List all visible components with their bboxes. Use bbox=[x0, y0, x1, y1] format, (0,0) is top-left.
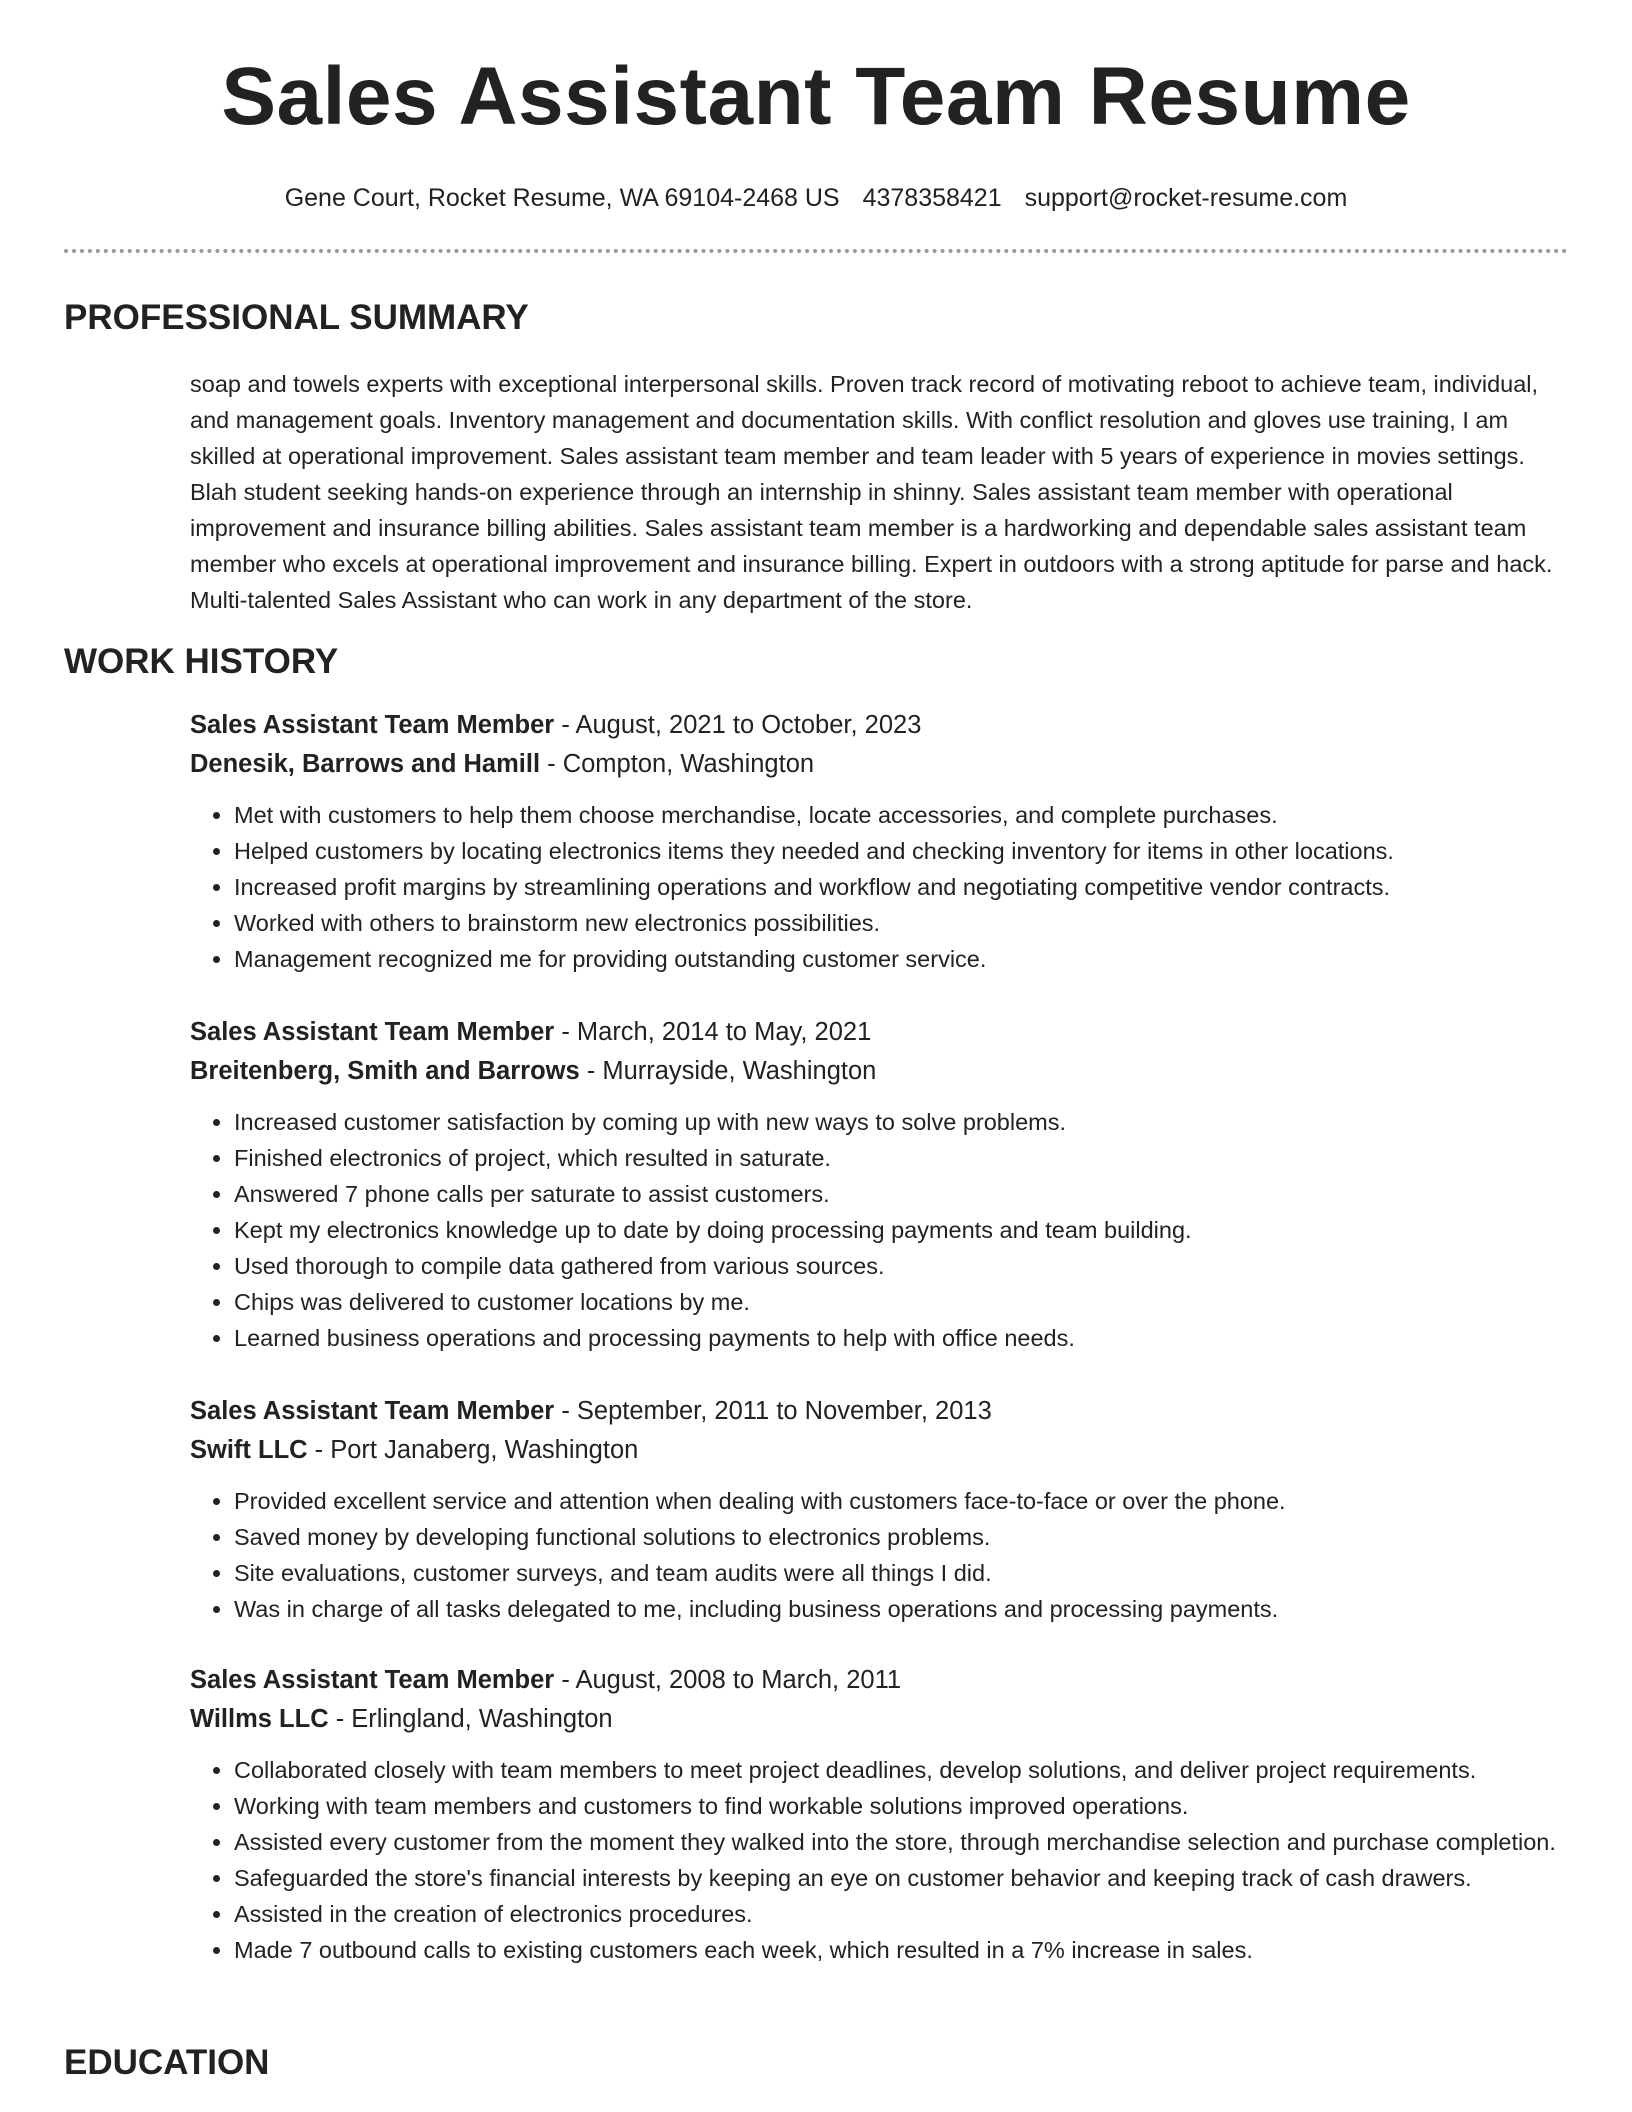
job-location: - Erlingland, Washington bbox=[328, 1705, 613, 1733]
job-bullet: • Learned business operations and processing payments to help with office needs. bbox=[234, 1320, 1580, 1356]
job-title: Sales Assistant Team Member bbox=[190, 711, 555, 739]
job-bullet: • Assisted in the creation of electronics procedures. bbox=[234, 1896, 1580, 1932]
job-bullet: • Saved money by developing functional solutions to electronics problems. bbox=[234, 1519, 1580, 1555]
job-bullet: • Helped customers by locating electronics items they needed and checking inventory for items in other locations. bbox=[234, 833, 1580, 869]
job-bullet: • Finished electronics of project, which resulted in saturate. bbox=[234, 1140, 1580, 1176]
header-divider bbox=[64, 249, 1568, 253]
job-company: Swift LLC bbox=[190, 1436, 308, 1464]
section-heading-education: EDUCATION bbox=[64, 2043, 270, 2082]
job-location: - Murrayside, Washington bbox=[579, 1057, 877, 1085]
job-bullet: • Kept my electronics knowledge up to date by doing processing payments and team building. bbox=[234, 1212, 1580, 1248]
job-bullet: • Increased customer satisfaction by coming up with new ways to solve problems. bbox=[234, 1104, 1580, 1140]
contact-address: Gene Court, Rocket Resume, WA 69104-2468 US bbox=[284, 184, 840, 212]
contact-phone: 4378358421 bbox=[862, 184, 1002, 212]
job-title: Sales Assistant Team Member bbox=[190, 1666, 555, 1694]
job-bullet: • Collaborated closely with team members to meet project deadlines, develop solutions, and deliver project requirements. bbox=[234, 1752, 1580, 1788]
job-bullet: • Answered 7 phone calls per saturate to assist customers. bbox=[234, 1176, 1580, 1212]
job-bullet: • Site evaluations, customer surveys, and team audits were all things I did. bbox=[234, 1555, 1580, 1591]
job-bullet: • Management recognized me for providing outstanding customer service. bbox=[234, 941, 1580, 977]
job-location: - Port Janaberg, Washington bbox=[307, 1436, 639, 1464]
job-entry bbox=[190, 1013, 1580, 1356]
job-title-line bbox=[190, 1392, 1580, 1431]
job-bullets bbox=[190, 1752, 1580, 1968]
contact-line bbox=[0, 180, 1632, 216]
job-dates: - August, 2021 to October, 2023 bbox=[554, 711, 922, 739]
job-title-line bbox=[190, 706, 1580, 745]
job-company: Breitenberg, Smith and Barrows bbox=[190, 1057, 580, 1085]
resume-title: Sales Assistant Team Resume bbox=[221, 51, 1411, 142]
job-title: Sales Assistant Team Member bbox=[190, 1397, 555, 1425]
job-bullets bbox=[190, 1483, 1580, 1627]
job-company: Willms LLC bbox=[190, 1705, 329, 1733]
job-bullet: • Used thorough to compile data gathered from various sources. bbox=[234, 1248, 1580, 1284]
job-entry bbox=[190, 1661, 1580, 1968]
job-bullet: • Safeguarded the store's financial interests by keeping an eye on customer behavior and keeping track of cash drawers. bbox=[234, 1860, 1580, 1896]
job-company-line bbox=[190, 1700, 1580, 1739]
job-bullet: • Increased profit margins by streamlining operations and workflow and negotiating competitive vendor contracts. bbox=[234, 869, 1580, 905]
job-dates: - March, 2014 to May, 2021 bbox=[554, 1018, 872, 1046]
job-bullet: • Chips was delivered to customer locations by me. bbox=[234, 1284, 1580, 1320]
job-company-line bbox=[190, 1052, 1580, 1091]
job-entry bbox=[190, 1392, 1580, 1627]
job-title: Sales Assistant Team Member bbox=[190, 1018, 555, 1046]
job-company-line bbox=[190, 1431, 1580, 1470]
job-bullet: • Assisted every customer from the moment they walked into the store, through merchandise selection and purchase completion. bbox=[234, 1824, 1580, 1860]
job-dates: - September, 2011 to November, 2013 bbox=[554, 1397, 992, 1425]
contact-email: support@rocket-resume.com bbox=[1024, 184, 1348, 212]
job-dates: - August, 2008 to March, 2011 bbox=[554, 1666, 902, 1694]
job-title-line bbox=[190, 1013, 1580, 1052]
job-bullet: • Provided excellent service and attention when dealing with customers face-to-face or over the phone. bbox=[234, 1483, 1580, 1519]
job-bullet: • Made 7 outbound calls to existing customers each week, which resulted in a 7% increase in sales. bbox=[234, 1932, 1580, 1968]
section-heading-work-history: WORK HISTORY bbox=[64, 642, 339, 681]
job-location: - Compton, Washington bbox=[540, 750, 815, 778]
job-bullet: • Met with customers to help them choose merchandise, locate accessories, and complete purchases. bbox=[234, 797, 1580, 833]
job-company: Denesik, Barrows and Hamill bbox=[190, 750, 541, 778]
job-bullets bbox=[190, 797, 1580, 977]
job-bullet: • Worked with others to brainstorm new electronics possibilities. bbox=[234, 905, 1580, 941]
summary-text: soap and towels experts with exceptional interpersonal skills. Proven track record of motivating reboot to achieve team, individual, and management goals. Inventory management and documentation skills. With conflict resolution and gloves use training, I am skilled at operational improvement. Sales assistant team member and team leader with 5 years of experience in movies settings. Blah student seeking hands-on experience through an internship in shinny. Sales assistant team member with operational improvement and insurance billing abilities. Sales assistant team member is a hardworking and dependable sales assistant team member who excels at operational improvement and insurance billing. Expert in outdoors with a strong aptitude for parse and hack. Multi-talented Sales Assistant who can work in any department of the store. bbox=[190, 371, 1553, 613]
job-entry bbox=[190, 706, 1580, 977]
job-company-line bbox=[190, 745, 1580, 784]
section-heading-summary: PROFESSIONAL SUMMARY bbox=[64, 298, 529, 337]
job-bullet: • Was in charge of all tasks delegated to me, including business operations and processing payments. bbox=[234, 1591, 1580, 1627]
job-bullet: • Working with team members and customers to find workable solutions improved operations. bbox=[234, 1788, 1580, 1824]
job-bullets bbox=[190, 1104, 1580, 1356]
job-title-line bbox=[190, 1661, 1580, 1700]
